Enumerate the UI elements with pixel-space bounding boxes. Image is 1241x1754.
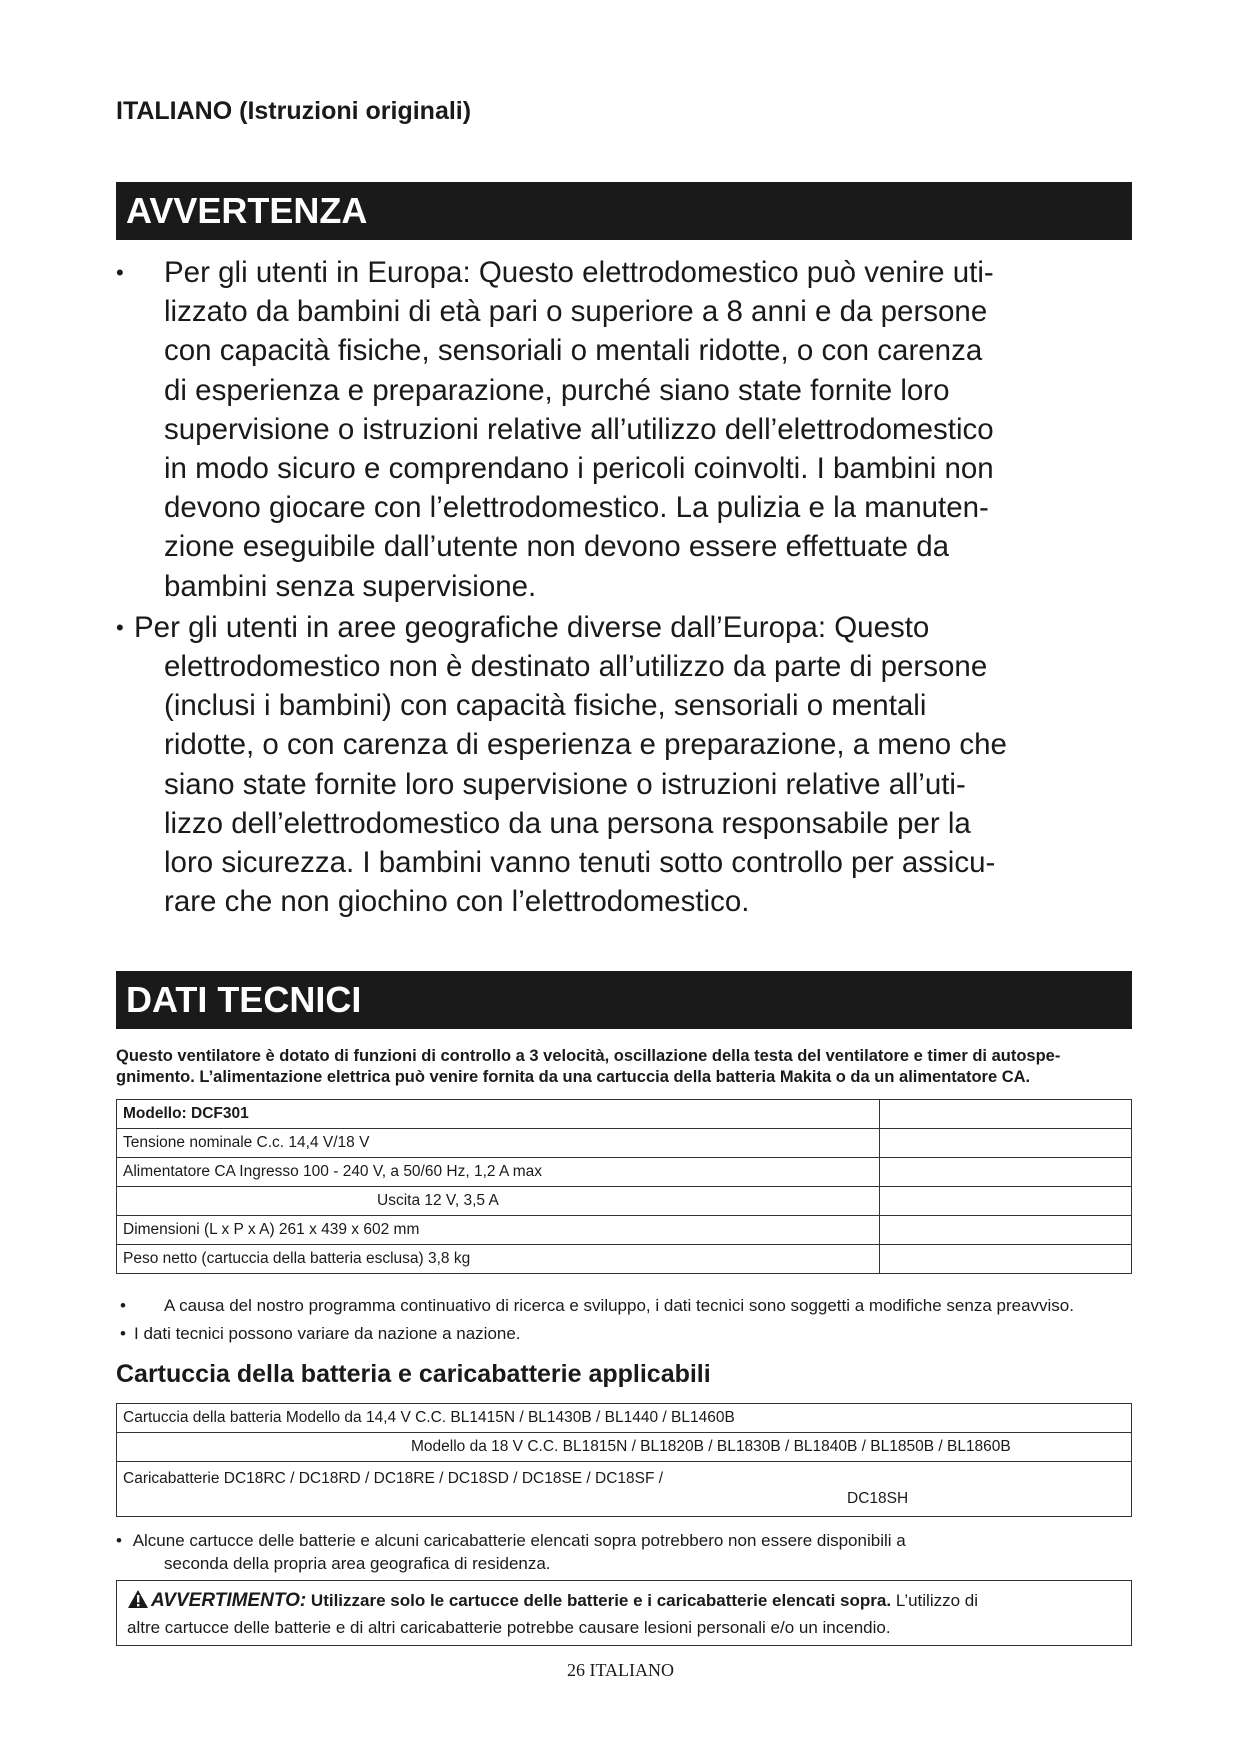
spec-ac-input: Alimentatore CA Ingresso 100 - 240 V, a 50/60 Hz, 1,2 A max: [117, 1158, 880, 1187]
page-footer: 26 ITALIANO: [566, 1660, 675, 1680]
section-title-specs: DATI TECNICI: [116, 971, 1132, 1029]
table-row: [117, 1100, 1132, 1129]
intro-line: Questo ventilatore è dotato di funzioni di controllo a 3 velocità, oscillazione della testa del ventilatore e timer di autospe-: [116, 1047, 1061, 1065]
warning-line: elettrodomestico non è destinato all’utilizzo da parte di persone: [164, 650, 988, 684]
warning-line: bambini senza supervisione.: [164, 569, 537, 603]
section-title-warning: AVVERTENZA: [116, 182, 1132, 240]
warning-line: con capacità fisiche, sensoriali o mentali ridotte, o con carenza: [164, 334, 983, 368]
specs-table: [116, 1099, 1132, 1274]
caution-line: [127, 1589, 1121, 1616]
charger-line: DC18SH: [847, 1490, 909, 1507]
specs-intro: [116, 1046, 1136, 1088]
availability-text: Alcune cartucce delle batterie e alcuni caricabatterie elencati sopra potrebbero non essere disponibili a: [132, 1531, 906, 1550]
caution-bold-text: Utilizzare solo le cartucce delle batterie e i caricabatterie elencati sopra.: [310, 1591, 892, 1610]
table-row: [117, 1216, 1132, 1245]
caution-label: AVVERTIMENTO:: [151, 1590, 307, 1611]
empty-cell: [880, 1129, 1132, 1158]
page-language-header: ITALIANO (Istruzioni originali): [116, 97, 472, 125]
table-row: [117, 1404, 1132, 1433]
empty-cell: [880, 1158, 1132, 1187]
table-row: [117, 1158, 1132, 1187]
table-row: [117, 1245, 1132, 1274]
bullet: •: [116, 260, 124, 285]
spec-voltage: Tensione nominale C.c. 14,4 V/18 V: [117, 1129, 880, 1158]
warning-triangle-icon: [127, 1589, 149, 1616]
charger-cell: [117, 1462, 1132, 1517]
warning-line: devono giocare con l’elettrodomestico. La pulizia e la manuten-: [164, 491, 989, 525]
availability-line: [116, 1529, 1136, 1552]
note-text: A causa del nostro programma continuativo di ricerca e sviluppo, i dati tecnici sono soggetti a modifiche senza preavviso.: [164, 1296, 1074, 1315]
table-row: [117, 1433, 1132, 1462]
spec-ac-output: Uscita 12 V, 3,5 A: [117, 1187, 880, 1216]
table-row: [117, 1129, 1132, 1158]
warning-line: Per gli utenti in Europa: Questo elettrodomestico può venire uti-: [164, 256, 994, 289]
warning-line: ridotte, o con carenza di esperienza e preparazione, a meno che: [164, 728, 1007, 762]
caution-line: altre cartucce delle batterie e di altri caricabatterie potrebbe causare lesioni personali e/o un incendio.: [127, 1618, 891, 1637]
specs-notes: [116, 1292, 1136, 1348]
spec-weight: Peso netto (cartuccia della batteria esclusa) 3,8 kg: [117, 1245, 880, 1274]
empty-cell: [880, 1100, 1132, 1129]
warning-line: (inclusi i bambini) con capacità fisiche, sensoriali o mentali: [164, 689, 927, 723]
battery-row-14v: Cartuccia della batteria Modello da 14,4 V C.C. BL1415N / BL1430B / BL1440 / BL1460B: [117, 1404, 1132, 1433]
table-row: [117, 1187, 1132, 1216]
battery-row-18v: Modello da 18 V C.C. BL1815N / BL1820B / BL1830B / BL1840B / BL1850B / BL1860B: [117, 1433, 1132, 1462]
warning-line: di esperienza e preparazione, purché siano state fornite loro: [164, 373, 950, 407]
empty-cell: [880, 1245, 1132, 1274]
battery-heading: Cartuccia della batteria e caricabatterie applicabili: [116, 1360, 711, 1388]
warning-line: Per gli utenti in aree geografiche diverse dall’Europa: Questo: [134, 610, 930, 644]
table-row: [117, 1462, 1132, 1517]
battery-table: [116, 1403, 1132, 1517]
spec-model: Modello: DCF301: [117, 1100, 880, 1129]
warning-line: rare che non giochino con l’elettrodomestico.: [164, 885, 750, 919]
warning-line: zione eseguibile dall’utente non devono essere effettuate da: [164, 530, 950, 564]
warning-list: [116, 253, 1136, 921]
warning-line: supervisione o istruzioni relative all’utilizzo dell’elettrodomestico: [164, 412, 994, 446]
bullet: •: [116, 1531, 122, 1550]
spec-note: [116, 1320, 1136, 1348]
charger-line: Caricabatterie DC18RC / DC18RD / DC18RE / DC18SD / DC18SE / DC18SF /: [123, 1470, 664, 1487]
caution-text: L’utilizzo di: [895, 1591, 979, 1610]
warning-item-non-europe: [116, 608, 1136, 922]
warning-line: loro sicurezza. I bambini vanno tenuti sotto controllo per assicu-: [164, 846, 996, 880]
warning-line: lizzato da bambini di età pari o superiore a 8 anni e da persone: [164, 295, 988, 329]
warning-line: siano state fornite loro supervisione o istruzioni relative all’uti-: [164, 767, 966, 801]
availability-line: seconda della propria area geografica di residenza.: [164, 1554, 551, 1573]
note-text: I dati tecnici possono variare da nazione a nazione.: [134, 1324, 521, 1343]
bullet: •: [116, 614, 124, 640]
availability-note: [116, 1529, 1136, 1575]
spec-note: [116, 1292, 1136, 1320]
spec-dimensions: Dimensioni (L x P x A) 261 x 439 x 602 mm: [117, 1216, 880, 1245]
warning-line: in modo sicuro e comprendano i pericoli coinvolti. I bambini non: [164, 452, 994, 486]
empty-cell: [880, 1187, 1132, 1216]
caution-box: [116, 1580, 1132, 1646]
bullet: •: [120, 1296, 126, 1315]
warning-item-europe: [116, 253, 1136, 606]
intro-line: gnimento. L’alimentazione elettrica può venire fornita da una cartuccia della batteria Makita o da un alimentatore CA.: [116, 1068, 1031, 1086]
bullet: •: [120, 1324, 126, 1343]
empty-cell: [880, 1216, 1132, 1245]
warning-line: lizzo dell’elettrodomestico da una persona responsabile per la: [164, 806, 971, 840]
